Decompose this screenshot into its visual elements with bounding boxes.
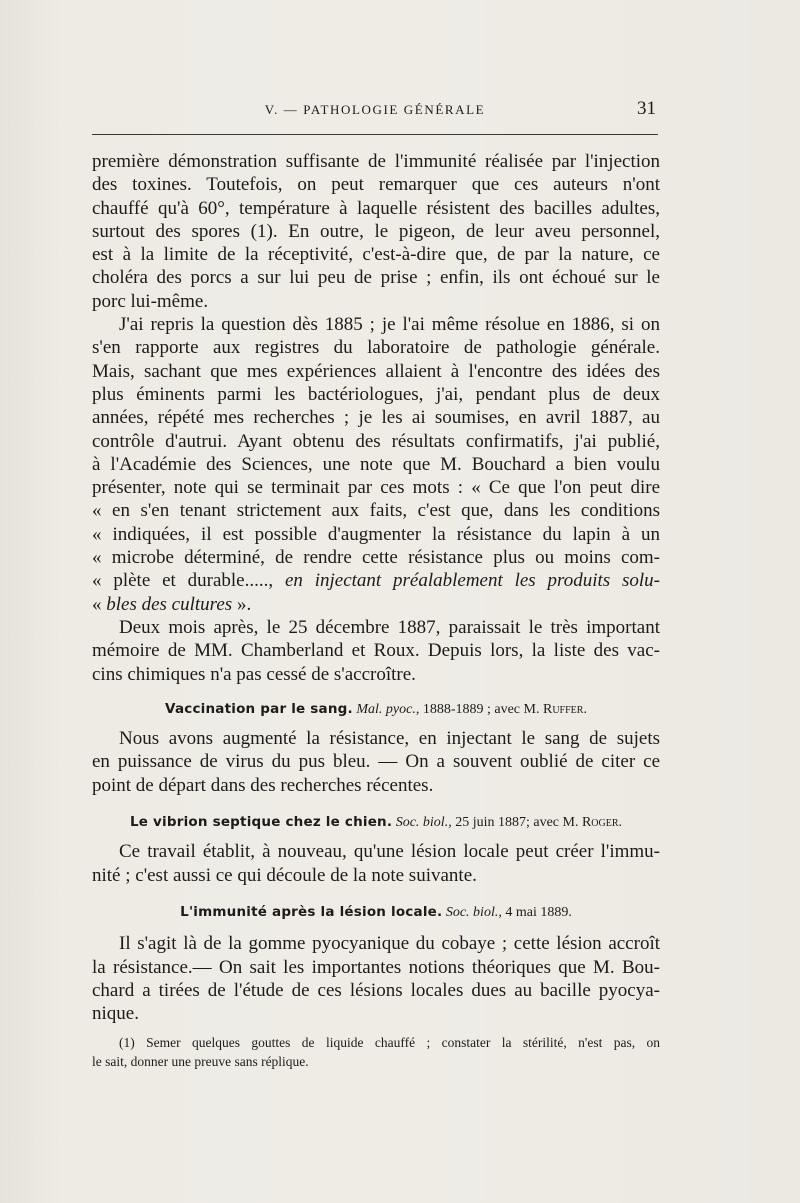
section-heading-vibrion (92, 811, 660, 834)
quote-emphasis: en injectant préalablement les produits solu- (284, 570, 660, 592)
text-line: présenter, note qui se terminait par ces mots : « Ce que l'on peut dire (92, 477, 660, 499)
quote-text: ». (232, 593, 252, 615)
section-reference-end: . (618, 815, 623, 831)
paragraph-immunite (92, 932, 660, 1025)
footnote-line: le sait, donner une preuve sans réplique. (92, 1054, 309, 1070)
section-author: Roger (581, 815, 619, 831)
quote-line: « microbe déterminé, de rendre cette résistance plus ou moins com- (92, 547, 660, 569)
footnote-line: (1) Semer quelques gouttes de liquide chauffé ; constater la stérilité, n'est pas, on (119, 1035, 660, 1051)
section-reference-end: . (583, 701, 587, 717)
paragraph-1 (92, 150, 660, 313)
text-line: chard a tirées de l'étude de ces lésions locales dues au bacille pyocya- (92, 979, 660, 1001)
text-line: la résistance.— On sait les importantes notions théoriques que M. Bou- (92, 956, 660, 978)
text-line: porc lui-même. (92, 290, 209, 312)
text-line: première démonstration suffisante de l'immunité réalisée par l'injection (92, 151, 660, 172)
page-number: 31 (637, 98, 656, 119)
section-heading-vaccination (92, 698, 660, 721)
running-header-title: V. — PATHOLOGIE GÉNÉRALE (264, 102, 486, 117)
quote-emphasis: bles des cultures (106, 593, 233, 615)
paragraph-2 (92, 313, 660, 616)
quote-line: « en s'en tenant strictement aux faits, c'est que, dans les conditions (92, 500, 660, 522)
text-line: surtout des spores (1). En outre, le pigeon, de leur aveu personnel, (92, 220, 660, 242)
quote-line: « indiquées, il est possible d'augmenter la résistance du lapin à un (92, 523, 660, 545)
section-title: L'immunité après la lésion locale. (180, 903, 443, 920)
section-reference-detail: 25 juin 1887; avec M. (451, 815, 582, 831)
text-line: des toxines. Toutefois, on peut remarquer que ces auteurs n'ont (92, 174, 660, 196)
quote-text: « (92, 593, 107, 615)
text-line: nique. (92, 1003, 139, 1025)
paragraph-3 (92, 616, 660, 686)
text-line: J'ai repris la question dès 1885 ; je l'ai même résolue en 1886, si on (119, 314, 660, 336)
text-line: contrôle d'autrui. Ayant obtenu des résultats confirmatifs, j'ai publié, (92, 430, 660, 452)
text-line: nité ; c'est aussi ce qui découle de la note suivante. (92, 864, 477, 886)
main-text (92, 150, 660, 1071)
text-line: choléra des porcs a sur lui peu de prise ; enfin, ils ont échoué sur le (92, 267, 660, 289)
running-header (92, 98, 658, 122)
section-title: Vaccination par le sang. (165, 700, 353, 717)
footnote (92, 1033, 660, 1071)
text-line: années, répété mes recherches ; je les ai soumises, en avril 1887, au (92, 407, 660, 429)
text-line: chauffé qu'à 60°, température à laquelle résistent des bacilles adultes, (92, 197, 660, 219)
paragraph-vibrion (92, 840, 660, 887)
text-line: Mais, sachant que mes expériences allaient à l'encontre des idées des (92, 360, 660, 382)
quote-line (92, 593, 660, 616)
text-line: Ce travail établit, à nouveau, qu'une lésion locale peut créer l'immu- (119, 841, 660, 863)
header-rule (92, 134, 658, 135)
section-reference: Soc. biol., (445, 904, 502, 920)
text-line: à l'Académie des Sciences, une note que M. Bouchard a bien voulu (92, 453, 660, 475)
text-line: est à la limite de la réceptivité, c'est-à-dire que, de par la nature, ce (92, 244, 660, 266)
text-line: Il s'agit là de la gomme pyocyanique du cobaye ; cette lésion accroît (119, 933, 660, 955)
text-line: Deux mois après, le 25 décembre 1887, paraissait le très important (119, 616, 660, 638)
text-line: mémoire de MM. Chamberland et Roux. Depuis lors, la liste des vac- (92, 640, 660, 662)
text-line: cins chimiques n'a pas cessé de s'accroître. (92, 663, 416, 685)
section-reference-detail: 4 mai 1889. (501, 904, 572, 920)
text-line: s'en rapporte aux registres du laboratoire de pathologie générale. (92, 337, 660, 359)
section-reference: Mal. pyoc., (356, 701, 420, 717)
section-author: Ruffer (542, 701, 584, 717)
text-line: Nous avons augmenté la résistance, en injectant le sang de sujets (119, 728, 660, 750)
section-reference-detail: 1888-1889 ; avec M. (419, 701, 543, 717)
paragraph-vaccination (92, 727, 660, 797)
section-heading-immunite (92, 901, 660, 924)
text-line: plus éminents parmi les bactériologues, j'ai, pendant plus de deux (92, 383, 660, 405)
text-line: en puissance de virus du pus bleu. — On a souvent oublié de citer ce (92, 751, 660, 773)
section-reference: Soc. biol., (395, 815, 452, 831)
text-line: point de départ dans des recherches récentes. (92, 774, 434, 796)
quote-line (92, 569, 660, 592)
quote-text: « plète et durable....., (92, 570, 285, 592)
section-title: Le vibrion septique chez le chien. (129, 814, 393, 831)
